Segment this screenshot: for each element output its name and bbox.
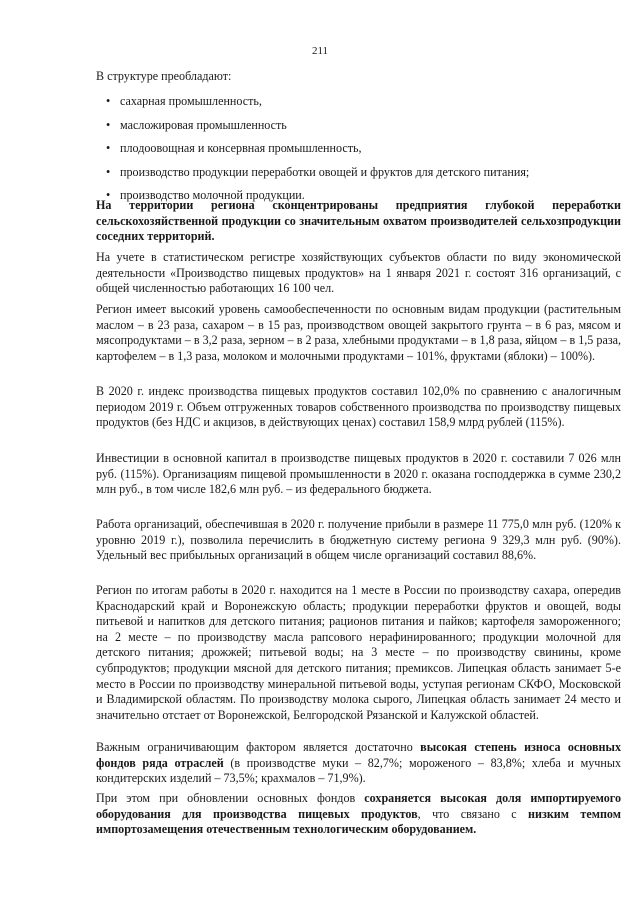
list-item-text: производство продукции переработки овощей и фруктов для детского питания; <box>120 164 530 179</box>
list-item <box>96 94 576 118</box>
list-item-text: производство молочной продукции. <box>120 188 305 202</box>
industry-list <box>96 94 576 212</box>
emphasis-import-substitution: низким темпом импортозамещения отечественным технологическим оборудованием. <box>96 806 621 837</box>
paragraph-registry: На учете в статистическом регистре хозяйствующих субъектов области по виду экономической деятельности «Производство пищевых продуктов» на 1 января 2021 г. состоят 316 организаций, с общей численностью работающих 16 100 чел. <box>96 250 621 296</box>
paragraph-production-index: В 2020 г. индекс производства пищевых продуктов составил 102,0% по сравнению с аналогичным периодом 2019 г. Объем отгруженных товаров собственного производства по производству пищевых продуктов (без НДС и акцизов, в действующих ценах) составил 158,9 млрд рублей (115%). <box>96 384 621 430</box>
bullet-icon: • <box>106 94 111 108</box>
emphasis-import-share: сохраняется высокая доля импортируемого оборудования для производства пищевых продуктов <box>96 791 621 821</box>
list-item <box>96 118 576 142</box>
list-item-text: плодоовощная и консервная промышленность, <box>120 141 362 155</box>
bullet-icon: • <box>106 141 111 155</box>
text-run: При этом при обновлении основных фондов <box>96 791 356 805</box>
list-item-text: масложировая промышленность <box>120 117 287 132</box>
bullet-icon: • <box>106 164 111 179</box>
list-intro: В структуре преобладают: <box>96 69 232 83</box>
paragraph-fixed-assets <box>96 740 621 787</box>
bullet-icon: • <box>106 117 111 132</box>
page-number: 211 <box>311 45 329 57</box>
text-run: (в производстве муки – 82,7%; мороженого – 83,8%; хлеба и мучных кондитерских изделий – 73,5%; крахмалов – 71,9%). <box>96 755 621 786</box>
text-run: Важным ограничивающим фактором является достаточно <box>96 740 413 754</box>
bullet-icon: • <box>106 188 111 202</box>
list-item-text: сахарная промышленность, <box>120 94 262 108</box>
paragraph-import-equipment <box>96 791 621 838</box>
paragraph-self-sufficiency: Регион имеет высокий уровень самообеспеченности по основным видам продукции (растительным маслом – в 23 раза, сахаром – в 15 раз, производством овощей закрытого грунта – в 6 раз, мясом и мясопродуктами – в 3,2 раза, зерном – в 2 раза, хлебными продуктами – в 1,8 раза, яйцом – в 1,5 раза, картофелем – в 1,3 раза, молоком и молочными продуктами – 101%, фруктами (яблоки) – 100%). <box>96 302 621 363</box>
paragraph-processing-enterprises: На территории региона сконцентрированы предприятия глубокой переработки сельскохозяйственной продукции со значительным охватом производителей сельхозпродукции соседних территорий. <box>96 198 621 244</box>
list-item <box>96 141 576 165</box>
paragraph-investments: Инвестиции в основной капитал в производстве пищевых продуктов в 2020 г. составили 7 026 млн руб. (115%). Организациям пищевой промышленности в 2020 г. оказана господдержка в сумме 230,2 млн руб., в том числе 182,6 млн руб. – из федерального бюджета. <box>96 451 621 497</box>
paragraph-rankings: Регион по итогам работы в 2020 г. находится на 1 месте в России по производству сахара, опередив Краснодарский край и Воронежскую область; продукции переработки фруктов и овощей, воды питьевой и напитков для детского питания; рационов питания и пайков; картофеля замороженного; на 2 месте – по производству масла рапсового нерафинированного; продукции молочной для детского питания; дрожжей; питьевой воды; на 3 месте – по производству свинины, кроме субпродуктов; продукции мясной для детского питания; премиксов. Липецкая область занимает 5-е место в России по производству минеральной питьевой воды, уступая регионам СКФО, Московской и Владимирской областям. По производству молока сырого, Липецкая область занимает 24 место и значительно отстает от Воронежской, Белгородской Рязанской и Калужской областей. <box>96 583 621 722</box>
emphasis-wear: высокая степень износа основных фондов ряда отраслей <box>96 740 621 770</box>
text-run: , что связано с <box>417 806 517 821</box>
list-item <box>96 165 576 189</box>
paragraph-profit: Работа организаций, обеспечившая в 2020 г. получение прибыли в размере 11 775,0 млн руб. (120% к уровню 2019 г.), позволила перечислить в бюджетную систему региона 9 329,3 млн руб. (90%). Удельный вес прибыльных организаций в общем числе организаций составил 88,6%. <box>96 517 621 563</box>
